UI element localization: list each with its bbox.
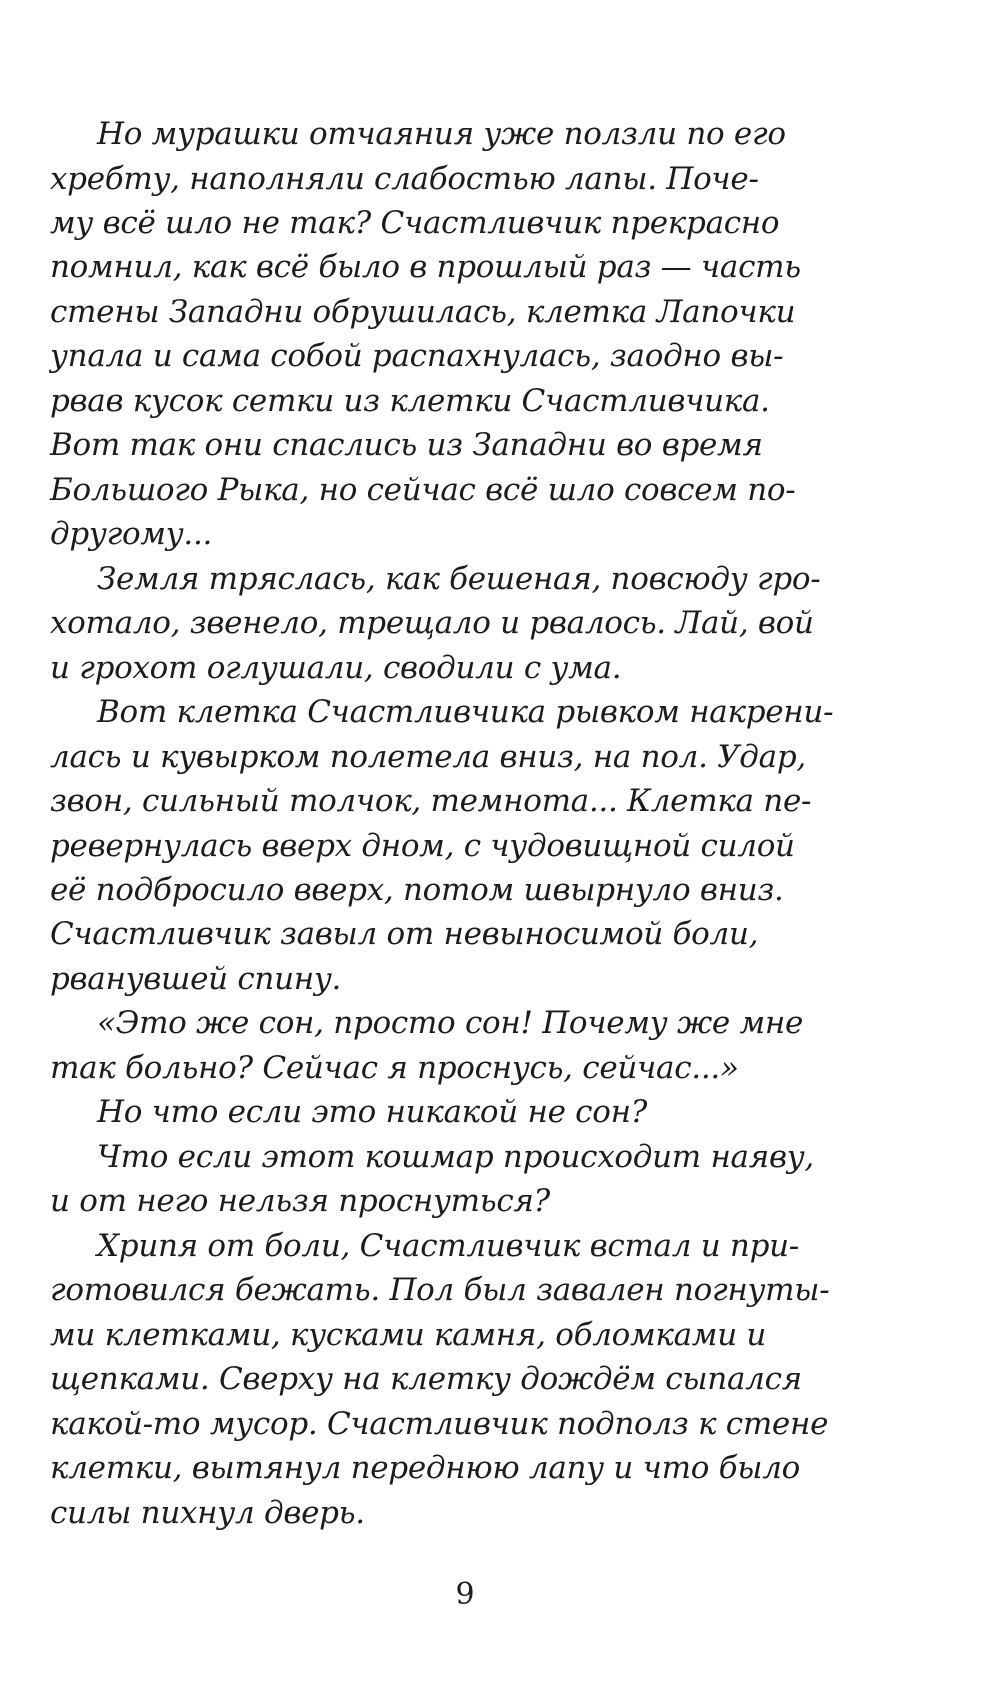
text-line: силы пихнул дверь. <box>50 1494 365 1531</box>
text-line: и грохот оглушали, сводили с ума. <box>50 649 622 686</box>
text-line: упала и сама собой распахнулась, заодно вы- <box>50 338 784 375</box>
text-line: готовился бежать. Пол был завален погнуты- <box>50 1272 830 1309</box>
text-line: ревернулась вверх дном, с чудовищной силой <box>50 827 795 864</box>
text-line: Вот так они спаслись из Западни во время <box>50 427 763 464</box>
text-line: му всё шло не так? Счастливчик прекрасно <box>50 204 780 241</box>
text-line: помнил, как всё было в прошлый раз — часть <box>50 249 801 286</box>
text-line: Земля тряслась, как бешеная, повсюду гро- <box>97 560 821 597</box>
text-line: щепками. Сверху на клетку дождём сыпался <box>50 1361 802 1398</box>
page-number: 9 <box>455 1577 475 1612</box>
text-line: рванувшей спину. <box>50 960 342 997</box>
text-line: и от него нельзя проснуться? <box>50 1183 550 1220</box>
text-line: лась и кувырком полетела вниз, на пол. Удар, <box>50 738 806 775</box>
text-line: рвав кусок сетки из клетки Счастливчика. <box>50 382 770 419</box>
text-line: Но что если это никакой не сон? <box>97 1094 648 1131</box>
text-line: хребту, наполняли слабостью лапы. Поче- <box>50 160 759 197</box>
text-line: Но мурашки отчаяния уже ползли по его <box>97 116 786 152</box>
text-line: клетки, вытянул переднюю лапу и что было <box>50 1450 800 1487</box>
text-line: Большого Рыка, но сейчас всё шло совсем по- <box>50 471 796 508</box>
text-line: звон, сильный толчок, темнота... Клетка пе- <box>50 783 812 819</box>
text-line: другому... <box>50 516 213 553</box>
text-line: так больно? Сейчас я проснусь, сейчас...» <box>50 1049 739 1086</box>
text-line: стены Западни обрушилась, клетка Лапочки <box>50 293 796 330</box>
text-line: её подбросило вверх, потом швырнуло вниз. <box>50 872 784 908</box>
text-line: какой-то мусор. Счастливчик подполз к стене <box>50 1405 829 1442</box>
text-line: Что если этот кошмар происходит наяву, <box>97 1138 814 1175</box>
text-line: ми клетками, кусками камня, обломками и <box>50 1316 767 1353</box>
text-line: «Это же сон, просто сон! Почему же мне <box>97 1005 804 1042</box>
text-line: Хрипя от боли, Счастливчик встал и при- <box>97 1227 799 1264</box>
text-line: Счастливчик завыл от невыносимой боли, <box>50 916 759 953</box>
text-line: Вот клетка Счастливчика рывком накрени- <box>97 694 834 731</box>
text-line: хотало, звенело, трещало и рвалось. Лай, вой <box>50 605 814 642</box>
